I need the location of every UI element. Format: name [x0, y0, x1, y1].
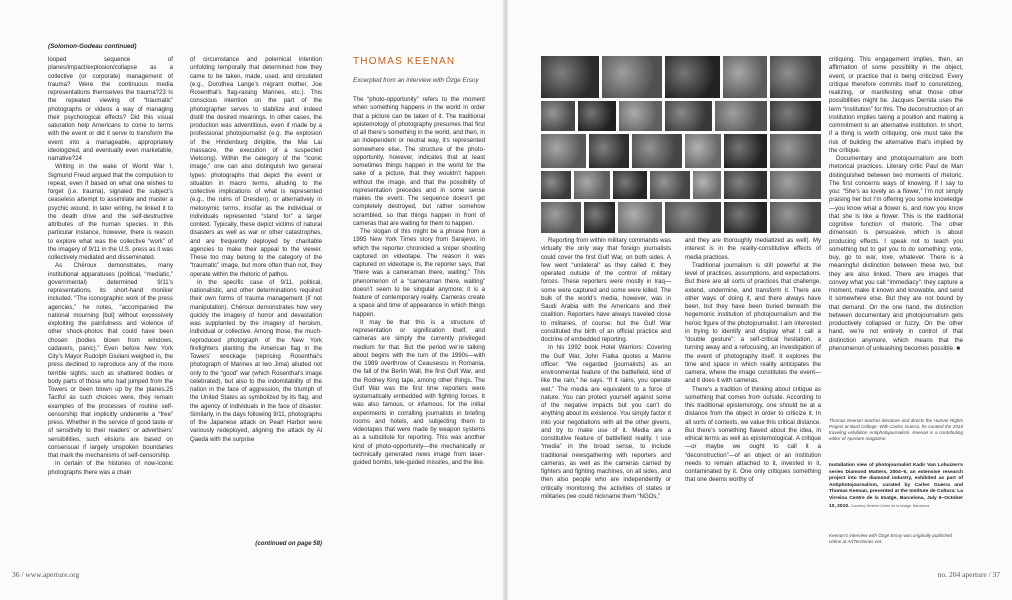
photo-tile	[665, 56, 720, 98]
paragraph: critiquing. This engagement implies, then, an affirmation of some possibility in the object, event, or practice that is being criticized. Every critique therefore commits itself to concretizing, realizing, or manifesting what those other possibilities might be. Jacques Derrida uses the term “institution” for this. The deconstruction of an institution implies taking a position and making a commitment to an alternative institution. In short, if a thing is worth critiquing, one must take the risk of building the alternative that’s implied by the critique.	[829, 56, 963, 154]
photo-tile	[724, 134, 767, 168]
photo-tile	[693, 171, 721, 199]
paragraph: In certain of the histories of now-iconic photographs there was a chain	[48, 460, 173, 476]
photo-tile	[770, 56, 821, 98]
article-title: THOMAS KEENAN	[353, 56, 456, 67]
article-column-3	[685, 237, 821, 550]
photo-tile	[650, 171, 690, 199]
photo-tile	[685, 134, 721, 168]
source-footnote: Keenan’s interview with Özge Ersoy was originally published online at ArtTerritories.net.	[829, 533, 952, 544]
article-column-2	[541, 237, 671, 550]
paragraph: The slogan of this might be a phrase from a 1995 New York Times story from Sarajevo, in which the reporter chronicled a sniper shooting captured on videotape. The reason it was captured on videotape is, the reporter says, that “there was a cameraman there, waiting.” This phenomenon of a “cameraman there, waiting” doesn’t seem to be singular anymore; it is a feature of contemporary reality. Cameras create a space and time of appearance in which things happen.	[353, 228, 485, 318]
continued-label: (Solomon-Godeau continued)	[48, 43, 137, 50]
paragraph: Documentary and photojournalism are both rhetorical practices. Literary critic Paul de Man distinguished between two moments of rhetoric. The first concerns ways of knowing. If I say to you: “She’s as lovely as a flower,” I’m not simply praising her but I’m offering you some knowledge—you know what a flower is, and now you know that she is like a flower. This is the traditional cognitive function of rhetoric. The other dimension is persuasive, which is about producing effects. I speak not to teach you something but to get you to do something: vote, buy, go to war, love, whatever. There is a meaningful distinction between these two, but they are also linked. There are images that convey what you call “immediacy”: they capture a moment, make it known and knowable, and send it somewhere else. But they are not bound by that demand. On the one hand, the distinction between documentary and photojournalism gets productively collapsed or fuzzy. On the other hand, we’re not entirely in control of that distinction anymore, which means that the phenomenon of unleashing becomes possible. ■	[829, 155, 963, 352]
installation-photo	[541, 56, 821, 233]
photo-tile	[770, 171, 821, 199]
caption-credit: Courtesy Virreina Centre de la Imatge, Barcelona	[850, 503, 930, 508]
photo-tile	[619, 101, 662, 131]
paragraph: Traditional journalism is still powerful at the level of practices, assumptions, and expectations. But there are all sorts of practices that challenge, extend, undermine, and transform it. There are other ways of doing it, and there always have been, but they have been buried beneath the hegemonic institution of photojournalism and the heroic figure of the photojournalist. I am interested in trying to identify and display what I call a “double gesture”: a self-critical hesitation, a turning away and a refocusing, an investigation of the event of photography itself. It explores the time and space in which reality anticipates the camera, where the image constitutes the event—and it does it with cameras.	[685, 261, 821, 385]
photo-tile	[541, 101, 575, 131]
photo-tile	[578, 101, 616, 131]
paragraph: Writing in the wake of World War I, Sigmund Freud argued that the compulsion to repeat, even if based on what one wishes to forget (i.e. trauma), signaled the subject’s ceaseless attempt to assimilate and master a psychic wound. In later writing, he linked it to the death drive and the self-destructive attributes of the human species. In this particular instance, however, there is reason to explore what was the collective “work” of the imagery of 9/11 in the U.S. press as it was collectively mediated and disseminated.	[48, 163, 173, 261]
left-column-2	[190, 56, 322, 550]
photo-tile	[584, 202, 615, 233]
photo-tile	[724, 171, 767, 199]
photo-tile	[770, 134, 821, 168]
caption-text: Installation view of photojournalist Kadir Van Lohuizen’s series Diamond Matters, 2004–5, an extensive research project into the diamond industry, exhibited as part of Antiphotojournalism, curated by Carles Guerra and Thomas Keenan, presented at the Institute de Cultura: La Virreina Centre de la Imatge, Barcelona, July 6–October 10, 2010.	[829, 463, 963, 509]
paragraph: Reporting from within military commands was virtually the only way that foreign journalists could cover the first Gulf War, on both sides. A few went “unilateral” as they called it; they operated outside of the control of military forces. These reporters were mostly in Iraq—some were captured and some were killed. The bulk of the world’s media, however, was in Saudi Arabia with the Americans and their coalition. Reporters have always traveled close to militaries, of course; but the Gulf War constituted the birth of an official practice and doctrine of embedded reporting.	[541, 237, 671, 343]
continued-note: (continued on page 58)	[255, 540, 322, 547]
photo-tile	[541, 202, 581, 233]
photo-tile	[665, 101, 712, 131]
paragraph: It may be that this is a structure of representation or signification itself, and cameras are simply the currently privileged medium for that. But the period we’re talking about begins with the turn of the 1990s—with the 1989 overthrow of Ceausescu in Romania, the fall of the Berlin Wall, the first Gulf War, and the Rodney King tape, among other things. The Gulf War was the first time reporters were systematically embedded with fighting forces. It was also famous, or infamous, for the initial experiments in corralling journalists in briefing rooms and hotels, and subjecting them to videotapes that were made by weapon systems as a substitute for reporting. This was another kind of photo-opportunity—the mechanically or technically generated news image from laser-guided bombs, tele-guided missiles, and the like.	[353, 318, 485, 466]
paragraph: of circumstance and polemical intention unfolding temporally that determined how they came to be taken, made, used, and circulated (e.g., Dorothea Lange’s migrant mother, Joe Rosenthal’s flag-raising Marines, etc.). This conscious intention on the part of the photographer serves to stabilize and indeed distill the desired meanings. In other cases, the production was adventitious, even if made by a professional photojournalist (e.g. the explosion of the Hindenburg dirigible, the Mai Lai massacre, the execution of a suspected Vietcong). Within the category of the “iconic image,” one can also distinguish two general types: photographs that depict the event or situation in macro terms, alluding to the collective implications of what is represented (e.g., the ruins of Dresden), or alternatively in metonymic terms, insofar as the individual or individuals represented “stand for” a larger context. Typically, these depict victims of natural disasters as well as war or other catastrophes, and are frequently deployed by charitable agencies to make their appeal to the viewer. These too may belong to the category of the “traumatic” image, but more often than not, they operate within the rhetoric of pathos.	[190, 56, 322, 278]
article-column-1	[353, 96, 485, 550]
paragraph: and they are thoroughly mediatized as well). My interest is in the reality-constitutive effects of media practices.	[685, 237, 821, 261]
photo-tile	[541, 134, 586, 168]
photo-tile	[724, 202, 767, 233]
photo-tile	[770, 202, 821, 233]
photo-tile	[589, 134, 629, 168]
photo-tile	[715, 101, 767, 131]
photo-tile	[665, 202, 721, 233]
photo-tile	[632, 134, 682, 168]
photo-tile	[723, 56, 767, 98]
page-folio-right: no. 204 aperture / 37	[937, 570, 1000, 579]
photo-tile	[613, 171, 647, 199]
photo-caption	[829, 463, 963, 510]
paragraph: There’s a tradition of thinking about critique as something that comes from outside. According to this traditional epistemology, one should be at a distance from the object in order to criticize it. In all sorts of contexts, we value this critical distance. But there’s something flawed about the idea, in ethical terms as well as epistemological. A critique—or maybe we ought to call it a “deconstruction”—of an object or an institution needs to remain attached to it, invested in it, contaminated by it. One only critiques something that one deems worthy of	[685, 385, 821, 484]
left-column-1	[48, 56, 173, 550]
photo-tile	[541, 56, 599, 98]
page-folio-left: 36 / www.aperture.org	[12, 570, 80, 579]
photo-tile	[602, 56, 662, 98]
article-subtitle: Excerpted from an interview with Özge Ersoy	[353, 77, 479, 84]
paragraph: As Chéroux demonstrates, many institutional apparatuses (political, “mediatic,” governmental) determined 9/11’s representations, its short-hand moniker included. “The iconographic work of the press agencies,” he notes, “accompanied the national mourning [but] without excessively exploiting the painfulness and violence of other shock-photos that could have been chosen (bodies blown from windows, cadavers, panic).” Even before New York City’s Mayor Rudolph Giuliani weighed in, the press declined to reproduce any of the more terrible sights, such as shattered bodies or body parts of those who had jumped from the Towers or been blown up by the planes.25 Tactful as such choices were, they remain examples of the processes of routine self-censorship that implicitly underwrite a “free” press. Whether in the service of good taste or of sensitivity to their readers’ or advertisers’ sensibilities, such elisions are based on consensual if largely unspoken boundaries that mark the mechanisms of self-censorship.	[48, 262, 173, 459]
photo-tile	[618, 202, 662, 233]
photo-tile	[574, 171, 610, 199]
article-column-4	[829, 56, 963, 416]
photo-tile	[541, 171, 571, 199]
photo-tile	[770, 101, 821, 131]
spine-gutter	[503, 0, 508, 600]
paragraph: In his 1992 book Hotel Warriors: Covering the Gulf War, John Fialka quotes a Marine officer: “We regarded [journalists] as an environmental feature of the battlefield, kind of like the rain,” he says. “If it rains, you operate wet.” The media are equivalent to a force of nature. You can protect yourself against some of the negative impacts but you can’t do anything about its existence. You simply factor it into your negotiations with all the other givens, and try to make use of it. Media are a constitutive feature of battlefield reality. I use “media” in the broad sense, to include traditional newsgathering with reporters and cameras, as well as the cameras carried by fighters and fighting machines, on all sides, and then also people who are independently or critically monitoring the activities of states or militaries (we could nickname them “NGOs,”	[541, 344, 671, 500]
author-bio: Thomas Keenan teaches literature and directs the Human Rights Project at Bard College. With Carles Guerra, he curated the 2010 traveling exhibition Antiphotojournalism. Keenan is a contributing editor of Aperture magazine.	[829, 418, 963, 441]
paragraph: In the specific case of 9/11, political, nationalistic, and other determinations required their own forms of trauma management (if not manipulation). Chéroux demonstrates how very quickly the imagery of horror and devastation was supplanted by the imagery of heroism, individual or collective. Among those, the much-reproduced photograph of the New York firefighters planting the American flag in the Towers’ wreckage (reprising Rosenthal’s photograph of Marines at Iwo Jima) alluded not only to the “good” war (which Rosenthal’s image celebrated), but also to the indomitability of the nation in the face of aggression, the triumph of the United States as symbolized by its flag, and the agency of individuals in the face of disaster. Similarly, in the days following 9/11, photographs of the Japanese attack on Pearl Harbor were variously redeployed, aligning the attack by Al Qaeda with the surprise	[190, 278, 322, 443]
paragraph: looped sequence of planes/impact/explosion/collapse as a collective (or corporate) management of trauma? Were the continuous media representations themselves the trauma?23 Is the repeated viewing of “traumatic” photographs or videos a way of managing their psychological effects? Did this visual saturation help Americans to come to terms with the event or did it serve to transform the event into a manageable, appropriately ideologized, and eventually even marketable, narrative?24	[48, 56, 173, 162]
paragraph: The “photo-opportunity” refers to the moment when something happens in the world in order that a picture can be taken of it. The traditional epistemology of photography presumes that first of all there’s something in the world, and then, in an independent or neutral way, it’s represented somewhere else. The structure of the photo-opportunity, however, indicates that at least sometimes things happen in the world for the sake of a picture, that they wouldn’t happen without the image, and that the possibility of representation precedes and in some sense makes the event. The sequence doesn’t get completely destroyed, but rather somehow scrambled, so that things happen in front of cameras that are waiting for them to happen.	[353, 96, 485, 227]
